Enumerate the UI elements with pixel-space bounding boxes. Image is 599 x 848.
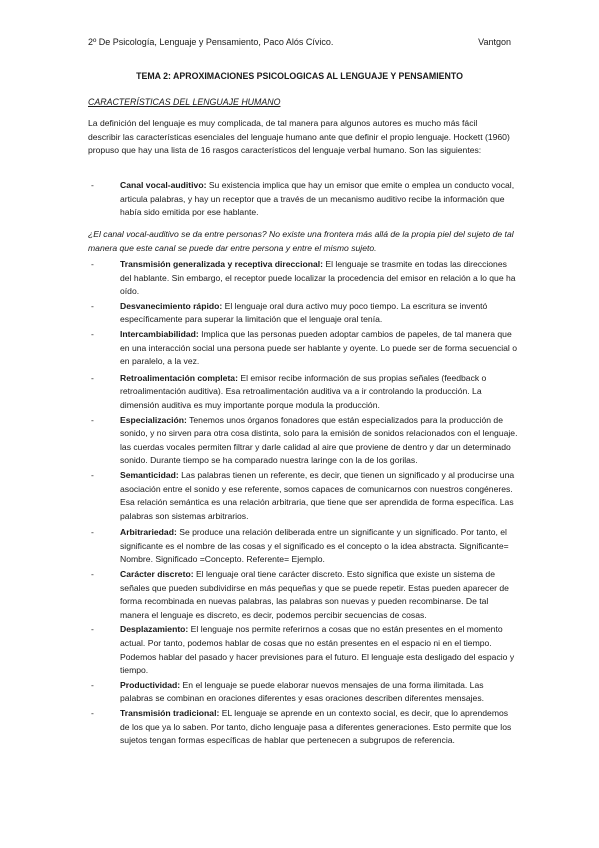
section-heading: CARACTERÍSTICAS DEL LENGUAJE HUMANO bbox=[88, 97, 281, 107]
header-course: 2º De Psicología, Lenguaje y Pensamiento, Paco Alós Cívico. bbox=[88, 37, 334, 47]
item-text: El lenguaje nos permite referirnos a cosas que no están presentes en el momento actual. Por tanto, podemos hablar de cosas que no están presentes en el espacio ni en el tiempo. Podemos hablar del pasado y hacer previsiones para el futuro. El lenguaje esta desligado del espacio y tiempo. bbox=[120, 624, 515, 676]
item-text: Tenemos unos órganos fonadores que están especializados para la producción de sonido, y no sirven para otra cosa distinta, solo para la emisión de sonidos relacionados con el lenguaje. las cuerdas vocales permiten filtrar y darle calidad al aire que proviene de dentro y dar un determinado sonido. Durante tiempo se ha comparado nuestra laringe con la de los gorilas. bbox=[120, 414, 518, 466]
bullet-dash: - bbox=[91, 527, 94, 538]
feature-list-first bbox=[88, 179, 518, 220]
item-label: Transmisión generalizada y receptiva direccional: bbox=[120, 259, 323, 269]
list-item bbox=[88, 679, 518, 706]
item-label: Canal vocal-auditivo: bbox=[120, 180, 207, 190]
item-text: En el lenguaje se puede elaborar nuevos mensajes de una forma ilimitada. Las palabras se combinan en oraciones diferentes y esas oraciones describen diferentes mensajes. bbox=[120, 679, 485, 704]
item-label: Arbitrariedad: bbox=[120, 527, 177, 538]
document-title: TEMA 2: APROXIMACIONES PSICOLOGICAS AL LENGUAJE Y PENSAMIENTO bbox=[136, 71, 463, 81]
list-item bbox=[88, 707, 518, 748]
question-paragraph: ¿El canal vocal-auditivo se da entre personas? No existe una frontera más allá de la propia piel del sujeto de tal manera que este canal se puede dar entre persona y entre el mismo sujeto. bbox=[88, 229, 514, 253]
list-item bbox=[88, 469, 518, 523]
item-text: El lenguaje se trasmite en todas las direcciones del hablante. Sin embargo, el receptor puede localizar la procedencia del emisor en relación a lo que ha oído. bbox=[120, 259, 516, 297]
item-text: Su existencia implica que hay un emisor que emite o emplea un conducto vocal, articula palabras, y hay un receptor que a través de un mecanismo auditivo recibe la información que había sido emitida por ese hablante. bbox=[120, 180, 515, 218]
list-item bbox=[88, 568, 518, 622]
item-label: Productividad: bbox=[120, 679, 181, 690]
item-label: Semanticidad: bbox=[120, 469, 179, 480]
item-text: El lenguaje oral tiene carácter discreto. Esto significa que existe un sistema de señales que pueden subdividirse en más pequeñas y que se puede repetir. Estas pueden aparecer de forma recombinada en nuevas palabras, las palabras son nuevas y pueden recombinarse. De tal manera el lenguaje es discreto, es decir, podemos percibir secuencias de cosas. bbox=[120, 569, 509, 620]
item-text: Se produce una relación deliberada entre un significante y un significado. Por tanto, el significante es el nombre de las cosas y el significado es el concepto o la idea abstracta. Significante= Nombre. Significado =Concepto. Referente= Ejemplo. bbox=[120, 527, 509, 565]
item-label: Retroalimentación completa: bbox=[120, 372, 238, 383]
item-label: Transmisión tradicional: bbox=[120, 708, 220, 718]
bullet-dash: - bbox=[91, 328, 94, 339]
bullet-dash: - bbox=[91, 372, 94, 383]
bullet-dash: - bbox=[91, 414, 94, 425]
item-text: Implica que las personas pueden adoptar cambios de papeles, de tal manera que en una interacción social una persona puede ser hablante y oyente. Lo puede ser de forma secuencial o en paralelo, a la vez. bbox=[120, 328, 518, 367]
item-text: Las palabras tienen un referente, es decir, que tienen un significado y al producirse una asociación entre el sonido y ese referente, somos capaces de comunicarnos con nuestros congéneres. Esa relación semántica es una relación arbitraria, que tiene que ser aprendida de forma específica. Las palabras son sistemas arbitrarios. bbox=[120, 469, 515, 521]
list-item bbox=[88, 623, 518, 677]
list-item bbox=[88, 526, 518, 567]
bullet-dash: - bbox=[91, 180, 94, 190]
bullet-dash: - bbox=[91, 708, 94, 718]
bullet-dash: - bbox=[91, 569, 94, 580]
item-label: Intercambiabilidad: bbox=[120, 328, 199, 339]
list-item bbox=[88, 258, 518, 299]
item-label: Desplazamiento: bbox=[120, 624, 189, 635]
header-author: Vantgon bbox=[478, 37, 511, 47]
bullet-dash: - bbox=[91, 259, 94, 269]
list-item bbox=[88, 179, 518, 220]
bullet-dash: - bbox=[91, 679, 94, 690]
intro-paragraph: La definición del lenguaje es muy complicada, de tal manera para algunos autores es mucho más fácil describir las características esenciales del lenguaje humano ante que definir el propio lenguaje. Hockett (1960) propuso que hay una lista de 16 rasgos característicos del lenguaje verbal humano. Son las siguientes: bbox=[88, 118, 510, 156]
list-item bbox=[88, 372, 518, 413]
page-header bbox=[88, 36, 511, 50]
feature-list bbox=[88, 258, 518, 748]
bullet-dash: - bbox=[91, 300, 94, 311]
item-label: Desvanecimiento rápido: bbox=[120, 300, 223, 311]
bullet-dash: - bbox=[91, 469, 94, 480]
item-label: Carácter discreto: bbox=[120, 569, 194, 580]
list-item bbox=[88, 300, 518, 327]
bullet-dash: - bbox=[91, 624, 94, 635]
item-text: EL lenguaje se aprende en un contexto social, es decir, que lo aprendemos de los que ya lo saben. Por tanto, dicho lenguaje pasa a diferentes generaciones. Esto permite que los sujetos tengan formas específicas de hablar que pertenecen a subgrupos de referencia. bbox=[120, 708, 512, 746]
item-text: El emisor recibe información de sus propias señales (feedback o retroalimentación auditiva). Esa retroalimentación auditiva va a ir controlando la producción. La dimensión auditiva es muy importante porque modula la producción. bbox=[120, 372, 487, 410]
list-item bbox=[88, 414, 518, 468]
item-text: El lenguaje oral dura activo muy poco tiempo. La escritura se inventó específicamente para superar la limitación que el lenguaje oral tenía. bbox=[120, 300, 488, 325]
item-label: Especialización: bbox=[120, 414, 187, 425]
list-item bbox=[88, 328, 518, 369]
